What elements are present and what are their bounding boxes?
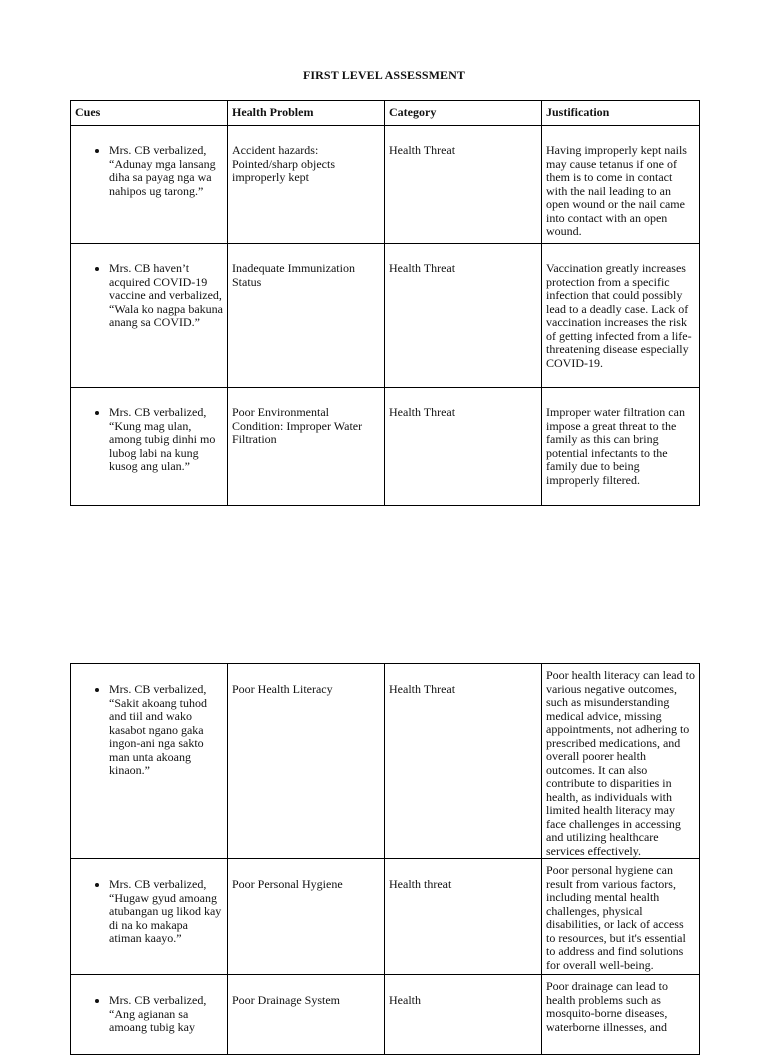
justification-cell: Poor personal hygiene can result from various factors, including mental health challenges, physical disabilities, or lack of access to resources, but it's essential to address and find solutions for overall well-being. <box>542 859 700 975</box>
header-cues: Cues <box>71 101 228 126</box>
cue-item: • Mrs. CB verbalized, “Adunay mga lansang diha sa payag nga wa nahipos ug tarong.” <box>109 144 223 198</box>
cue-cell <box>71 664 228 859</box>
cue-cell <box>71 859 228 975</box>
header-justification: Justification <box>542 101 700 126</box>
document-title: FIRST LEVEL ASSESSMENT <box>302 68 466 82</box>
cue-cell <box>71 244 228 388</box>
cue-item: • Mrs. CB verbalized, “Hugaw gyud amoang atubangan ug likod kay di na ko makapa atiman kaayo.” <box>109 878 223 946</box>
table-row <box>71 664 700 859</box>
table-row <box>71 975 700 1055</box>
category-cell: Health threat <box>385 859 542 975</box>
cue-cell <box>71 388 228 506</box>
problem-cell: Poor Health Literacy <box>228 664 385 859</box>
cue-item: • Mrs. CB verbalized, “Kung mag ulan, among tubig dinhi mo lubog labi na kung kusog ang ulan.” <box>109 406 223 474</box>
cue-cell <box>71 126 228 244</box>
table-header-row <box>71 101 700 126</box>
problem-cell: Poor Environmental Condition: Improper Water Filtration <box>228 388 385 506</box>
category-cell: Health Threat <box>385 664 542 859</box>
problem-cell: Inadequate Immunization Status <box>228 244 385 388</box>
header-health-problem: Health Problem <box>228 101 385 126</box>
cue-item: • Mrs. CB verbalized, “Ang agianan sa amoang tubig kay <box>109 994 223 1035</box>
cue-item: • Mrs. CB verbalized, “Sakit akoang tuhod and tiil and wako kasabot ngano gaka ingon-ani nga sakto man unta akoang kinaon.” <box>109 683 223 778</box>
category-cell: Health Threat <box>385 126 542 244</box>
assessment-table <box>70 100 700 506</box>
table-row <box>71 859 700 975</box>
justification-cell: Having improperly kept nails may cause tetanus if one of them is to come in contact with the nail leading to an open wound or the nail came into contact with an open wound. <box>542 126 700 244</box>
table-row <box>71 388 700 506</box>
category-cell: Health <box>385 975 542 1055</box>
cue-cell <box>71 975 228 1055</box>
problem-cell: Poor Personal Hygiene <box>228 859 385 975</box>
table-row <box>71 244 700 388</box>
problem-cell: Accident hazards: Pointed/sharp objects improperly kept <box>228 126 385 244</box>
justification-cell: Vaccination greatly increases protection from a specific infection that could possibly lead to a deadly case. Lack of vaccination increases the risk of getting infected from a life-threatening disease especially COVID-19. <box>542 244 700 388</box>
problem-cell: Poor Drainage System <box>228 975 385 1055</box>
category-cell: Health Threat <box>385 244 542 388</box>
assessment-table-continued <box>70 663 700 1055</box>
justification-cell: Poor drainage can lead to health problems such as mosquito-borne diseases, waterborne illnesses, and <box>542 975 700 1055</box>
cue-item: • Mrs. CB haven’t acquired COVID-19 vaccine and verbalized, “Wala ko nagpa bakuna anang sa COVID.” <box>109 262 223 330</box>
category-cell: Health Threat <box>385 388 542 506</box>
justification-cell: Poor health literacy can lead to various negative outcomes, such as misunderstanding medical advice, missing appointments, not adhering to prescribed medications, and overall poorer health outcomes. It can also contribute to disparities in health, as individuals with limited health literacy may face challenges in accessing and utilizing healthcare services effectively. <box>542 664 700 859</box>
justification-cell: Improper water filtration can impose a great threat to the family as this can bring potential infectants to the family due to being improperly filtered. <box>542 388 700 506</box>
table-row <box>71 126 700 244</box>
header-category: Category <box>385 101 542 126</box>
